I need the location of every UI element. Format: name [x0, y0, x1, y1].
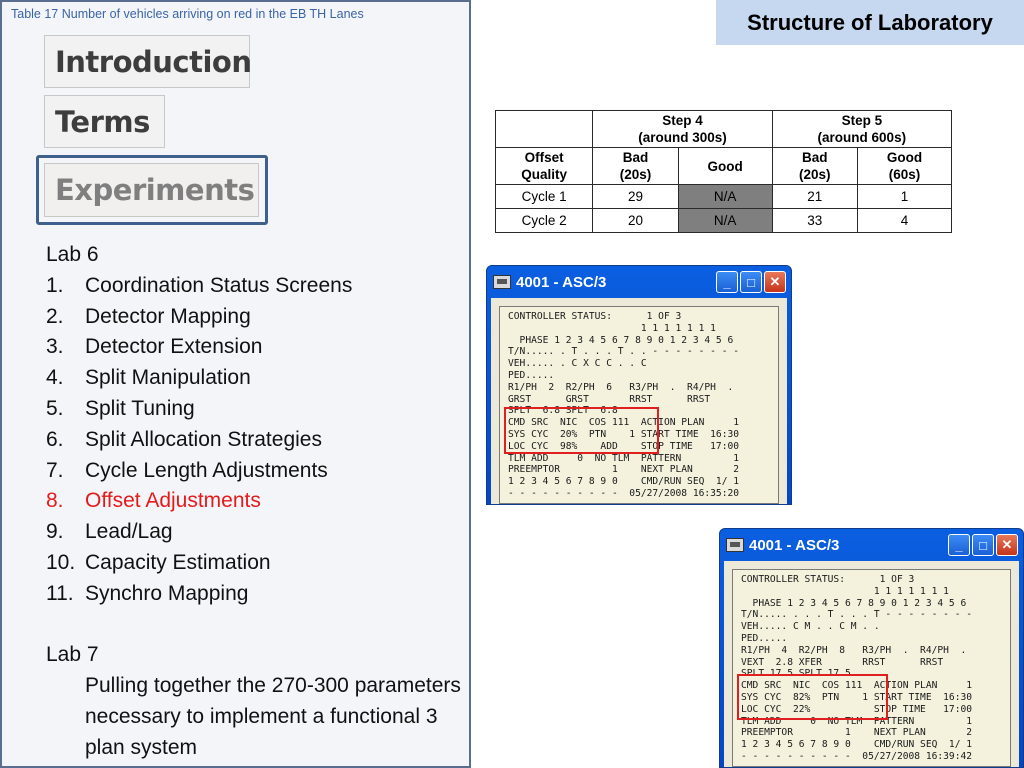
lab6-item: 11. Synchro Mapping: [46, 581, 249, 605]
table-row: [496, 209, 952, 233]
lab6-item: 9. Lead/Lag: [46, 520, 173, 544]
experiments-button[interactable]: Experiments: [44, 163, 259, 217]
minimize-button[interactable]: _: [948, 534, 970, 556]
cell-na: N/A: [678, 185, 772, 209]
cell: 4: [857, 209, 951, 233]
lab6-item: 4. Split Manipulation: [46, 366, 251, 390]
cell: 20: [593, 209, 678, 233]
step4-good-header: Good: [678, 148, 772, 185]
controller-window-2[interactable]: [719, 528, 1024, 768]
lab6-item: 2. Detector Mapping: [46, 304, 251, 328]
controller-status-screen: [732, 569, 1011, 767]
controller-window-1[interactable]: [486, 265, 792, 505]
step5-good-header: Good (60s): [857, 148, 951, 185]
window-title: 4001 - ASC/3: [516, 273, 607, 291]
cell: 21: [772, 185, 857, 209]
left-panel: [0, 0, 471, 768]
controller-status-screen: [499, 306, 779, 504]
cell: 29: [593, 185, 678, 209]
minimize-button[interactable]: _: [716, 271, 738, 293]
lab6-item: 1. Coordination Status Screens: [46, 273, 353, 297]
app-icon: [726, 538, 744, 552]
window-controls: [948, 534, 1018, 556]
lab6-item: 10. Capacity Estimation: [46, 550, 271, 574]
cell: 33: [772, 209, 857, 233]
close-button[interactable]: ✕: [764, 271, 786, 293]
offset-results-table: [495, 110, 952, 233]
window-body: [491, 298, 787, 504]
step4-header: Step 4 (around 300s): [593, 111, 772, 148]
step4-bad-header: Bad (20s): [593, 148, 678, 185]
table-caption: Table 17 Number of vehicles arriving on red in the EB TH Lanes: [11, 7, 364, 21]
lab6-item-highlighted: 8. Offset Adjustments: [46, 489, 261, 513]
window-titlebar[interactable]: [487, 266, 791, 298]
table-row: [496, 185, 952, 209]
offset-quality-header: Offset Quality: [496, 148, 593, 185]
step5-bad-header: Bad (20s): [772, 148, 857, 185]
status-text: CONTROLLER STATUS: 1 OF 3 1 1 1 1 1 1 1 PHASE 1 2 3 4 5 6 7 8 9 0 1 2 3 4 5 6 T/N..... . . . T . . . T - - - - - - - - VEH..... C M . . C M . . PED..... R1/PH 4 R2/PH 8 R3/PH . R4/PH . VEXT 2.8 XFER RRST RRST SPLT 17.5 SPLT 17.5 CMD SRC NIC COS 111 ACTION PLAN 1 SYS CYC 82% PTN 1 START TIME 16:30 LOC CYC 22% STOP TIME 17:00 TLM ADD 0 NO TLM PATTERN 1 PREEMPTOR 1 NEXT PLAN 2 1 2 3 4 5 6 7 8 9 0 CMD/RUN SEQ 1/ 1 - - - - - - - - - - 05/27/2008 16:39:42: [741, 574, 973, 762]
window-controls: [716, 271, 786, 293]
row-label: Cycle 1: [496, 185, 593, 209]
cell-na: N/A: [678, 209, 772, 233]
table-corner-cell: [496, 111, 593, 148]
window-title: 4001 - ASC/3: [749, 536, 840, 554]
step5-header: Step 5 (around 600s): [772, 111, 951, 148]
lab6-heading: Lab 6: [46, 243, 99, 266]
table-subheader-row: [496, 148, 952, 185]
table-header-row: [496, 111, 952, 148]
lab-list: [46, 240, 466, 764]
slide-title: Structure of Laboratory: [716, 0, 1024, 45]
terms-button[interactable]: Terms: [44, 95, 165, 148]
lab7-heading: Lab 7: [46, 643, 99, 667]
cell: 1: [857, 185, 951, 209]
window-body: [724, 561, 1019, 767]
lab6-item: 3. Detector Extension: [46, 335, 263, 359]
maximize-button[interactable]: □: [972, 534, 994, 556]
lab6-item: 6. Split Allocation Strategies: [46, 427, 322, 451]
highlight-box: [504, 407, 659, 454]
maximize-button[interactable]: □: [740, 271, 762, 293]
spacer: [46, 610, 466, 641]
app-icon: [493, 275, 511, 289]
introduction-button[interactable]: Introduction: [44, 35, 250, 88]
status-text: CONTROLLER STATUS: 1 OF 3 1 1 1 1 1 1 1 PHASE 1 2 3 4 5 6 7 8 9 0 1 2 3 4 5 6 T/N..... . T . . . T . . - - - - - - - - VEH..... . C X C C . . C PED..... R1/PH 2 R2/PH 6 R3/PH . R4/PH . GRST GRST RRST RRST SPLT 6.8 SPLT 6.8 CMD SRC NIC COS 111 ACTION PLAN 1 SYS CYC 20% PTN 1 START TIME 16:30 LOC CYC 98% ADD STOP TIME 17:00 TLM ADD 0 NO TLM PATTERN 1 PREEMPTOR 1 NEXT PLAN 2 1 2 3 4 5 6 7 8 9 0 CMD/RUN SEQ 1/ 1 - - - - - - - - - - 05/27/2008 16:35:20: [508, 311, 740, 499]
window-titlebar[interactable]: [720, 529, 1023, 561]
close-button[interactable]: ✕: [996, 534, 1018, 556]
lab6-item: 7. Cycle Length Adjustments: [46, 458, 328, 482]
lab7-description: Pulling together the 270-300 parameters necessary to implement a functional 3 plan system: [85, 674, 461, 759]
highlight-box: [737, 674, 888, 720]
lab6-item: 5. Split Tuning: [46, 396, 195, 420]
row-label: Cycle 2: [496, 209, 593, 233]
